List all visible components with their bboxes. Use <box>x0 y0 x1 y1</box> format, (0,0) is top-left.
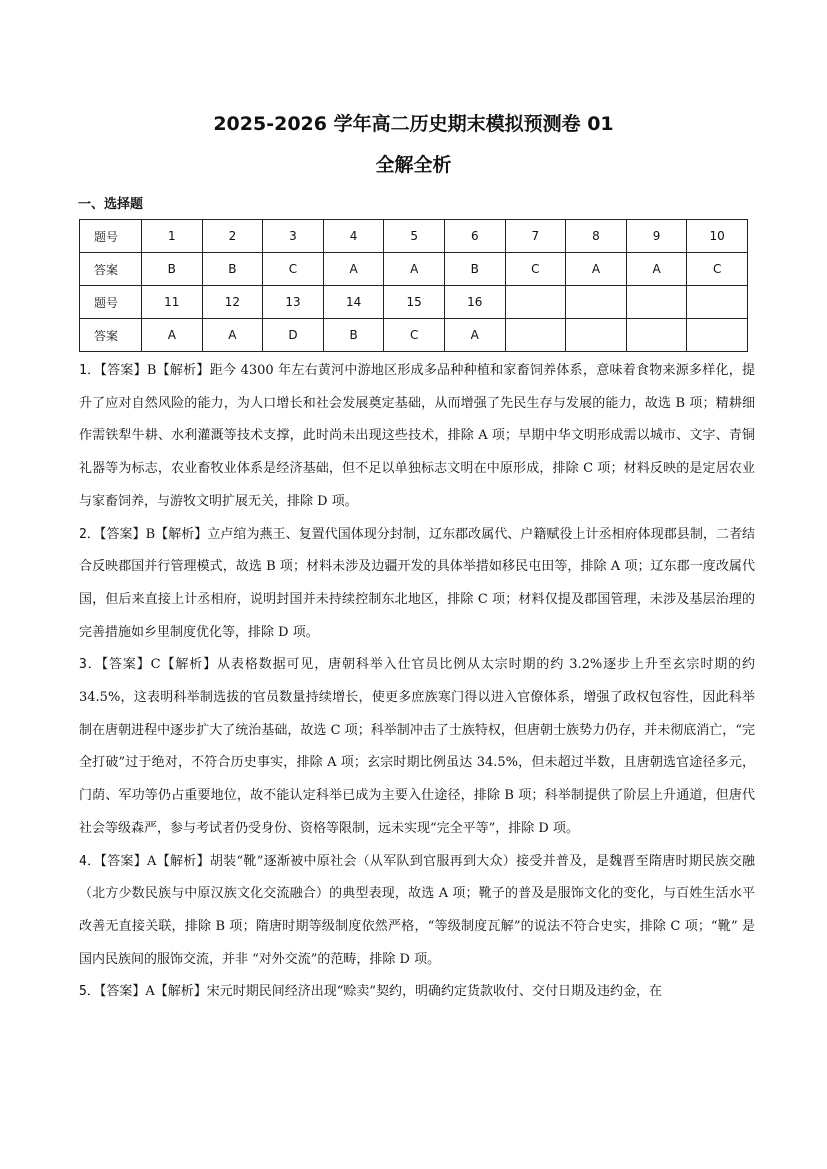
answer-tag: 【答案】A【解析】 <box>99 984 207 1000</box>
table-cell: B <box>142 253 203 286</box>
answer-table <box>79 219 748 352</box>
explanation-text: 从表格数据可见，唐朝科举入仕官员比例从太宗时期的约 3.2%逐步上升至玄宗时期的约 34.5%，这表明科举制选拔的官员数量持续增长，使更多庶族寒门得以进入官僚体系，增强了政权包容性，因此科举制在唐朝进程中逐步扩大了统治基础，故选 C 项；科举制冲击了士族特权，但唐朝士族势力仍存，并未彻底消亡，“完全打破”过于绝对，不符合历史事实，排除 A 项；玄宗时期比例虽达 34.5%，但未超过半数，且唐朝选官途径多元，门荫、军功等仍占重要地位，故不能认定科举已成为主要入仕途径，排除 B 项；科举制提供了阶层上升通道，但唐代社会等级森严，参与考试者仍受身份、资格等限制，远未实现“完全平等”，排除 D 项。 <box>79 657 756 836</box>
table-cell <box>626 319 687 352</box>
row-label-cell: 题号 <box>80 220 142 253</box>
table-cell: A <box>626 253 687 286</box>
table-cell: 15 <box>384 286 445 319</box>
table-cell: C <box>687 253 748 286</box>
explanation-text: 立卢绾为燕王、复置代国体现分封制，辽东郡改属代、户籍赋役上计丞相府体现郡县制，二者结合反映郡国并行管理模式，故选 B 项；材料未涉及边疆开发的具体举措如移民屯田等，排除 A 项；辽东郡一度改属代国，但后来直接上计丞相府，说明封国并未持续控制东北地区，排除 C 项；材料仅提及郡国管理，未涉及基层治理的完善措施如乡里制度优化等，排除 D 项。 <box>79 526 755 640</box>
table-cell: A <box>142 319 203 352</box>
item-number: 1． <box>79 363 101 378</box>
table-row <box>80 253 748 286</box>
table-cell <box>566 286 627 319</box>
table-cell: A <box>444 319 505 352</box>
table-cell: A <box>566 253 627 286</box>
table-cell: 5 <box>384 220 445 253</box>
answer-tag: 【答案】B【解析】 <box>99 526 208 542</box>
table-cell: 3 <box>263 220 324 253</box>
table-cell: A <box>384 253 445 286</box>
page-subtitle: 全解全析 <box>375 154 452 176</box>
table-cell: 11 <box>142 286 203 319</box>
table-cell: C <box>384 319 445 352</box>
table-cell: A <box>202 319 263 352</box>
table-row <box>80 220 748 253</box>
explanation-item <box>79 649 755 845</box>
table-cell: 6 <box>444 220 505 253</box>
table-cell: 8 <box>566 220 627 253</box>
table-cell <box>687 319 748 352</box>
explanation-text: 距今 4300 年左右黄河中游地区形成多品种种植和家畜饲养体系，意味着食物来源多样化，提升了应对自然风险的能力，为人口增长和社会发展奠定基础，从而增强了先民生存与发展的能力，故选 B 项；精耕细作需铁犁牛耕、水利灌溉等技术支撑，此时尚未出现这些技术，排除 A 项；早期中华文明形成需以城市、文字、青铜礼器等为标志，农业畜牧业体系是经济基础，但不足以单独标志文明在中原形成，排除 C 项；材料反映的是定居农业与家畜饲养，与游牧文明扩展无关，排除 D 项。 <box>79 363 755 509</box>
explanation-item <box>79 976 755 1009</box>
table-cell <box>505 286 566 319</box>
table-cell: C <box>505 253 566 286</box>
table-cell: B <box>323 319 384 352</box>
explanation-text: 宋元时期民间经济出现“赊卖”契约，明确约定货款收付、交付日期及违约金，在 <box>206 984 663 1000</box>
row-label-cell: 题号 <box>80 286 142 319</box>
table-row <box>80 286 748 319</box>
page-title: 2025-2026 学年高二历史期末模拟预测卷 01 <box>213 113 614 135</box>
explanation-text: 胡装“靴”逐渐被中原社会（从军队到官服再到大众）接受并普及，是魏晋至隋唐时期民族交融（北方少数民族与中原汉族文化交流融合）的典型表现，故选 A 项；靴子的普及是服饰文化的变化，与百姓生活水平改善无直接关联，排除 B 项；隋唐时期等级制度依然严格，“等级制度瓦解”的说法不符合史实，排除 C 项；“靴” 是国内民族间的服饰交流，并非 “对外交流”的范畴，排除 D 项。 <box>79 853 755 967</box>
table-cell: 7 <box>505 220 566 253</box>
item-number: 3． <box>79 657 102 673</box>
table-cell: C <box>263 253 324 286</box>
row-label-cell: 答案 <box>80 319 142 352</box>
table-cell: 12 <box>202 286 263 319</box>
item-number: 5． <box>79 984 100 1000</box>
table-cell: 4 <box>323 220 384 253</box>
table-cell: 13 <box>263 286 324 319</box>
table-cell: 2 <box>202 220 263 253</box>
table-cell: 9 <box>626 220 687 253</box>
row-label-cell: 答案 <box>80 253 142 286</box>
item-number: 2． <box>79 526 100 542</box>
explanation-item <box>79 355 755 519</box>
answer-tag: 【答案】C【解析】 <box>101 657 218 673</box>
explanation-list <box>79 355 755 1009</box>
explanation-item <box>79 519 755 650</box>
table-cell: A <box>323 253 384 286</box>
table-cell: B <box>444 253 505 286</box>
section-heading: 一、选择题 <box>78 197 144 212</box>
table-cell: 10 <box>687 220 748 253</box>
item-number: 4． <box>79 853 101 869</box>
table-cell: 16 <box>444 286 505 319</box>
table-cell: 1 <box>142 220 203 253</box>
table-cell <box>626 286 687 319</box>
table-cell <box>505 319 566 352</box>
table-cell <box>566 319 627 352</box>
answer-tag: 【答案】B【解析】 <box>100 363 210 378</box>
explanation-item <box>79 846 755 977</box>
table-row <box>80 319 748 352</box>
table-cell: 14 <box>323 286 384 319</box>
table-cell: B <box>202 253 263 286</box>
table-cell <box>687 286 748 319</box>
table-cell: D <box>263 319 324 352</box>
answer-tag: 【答案】A【解析】 <box>100 853 210 869</box>
